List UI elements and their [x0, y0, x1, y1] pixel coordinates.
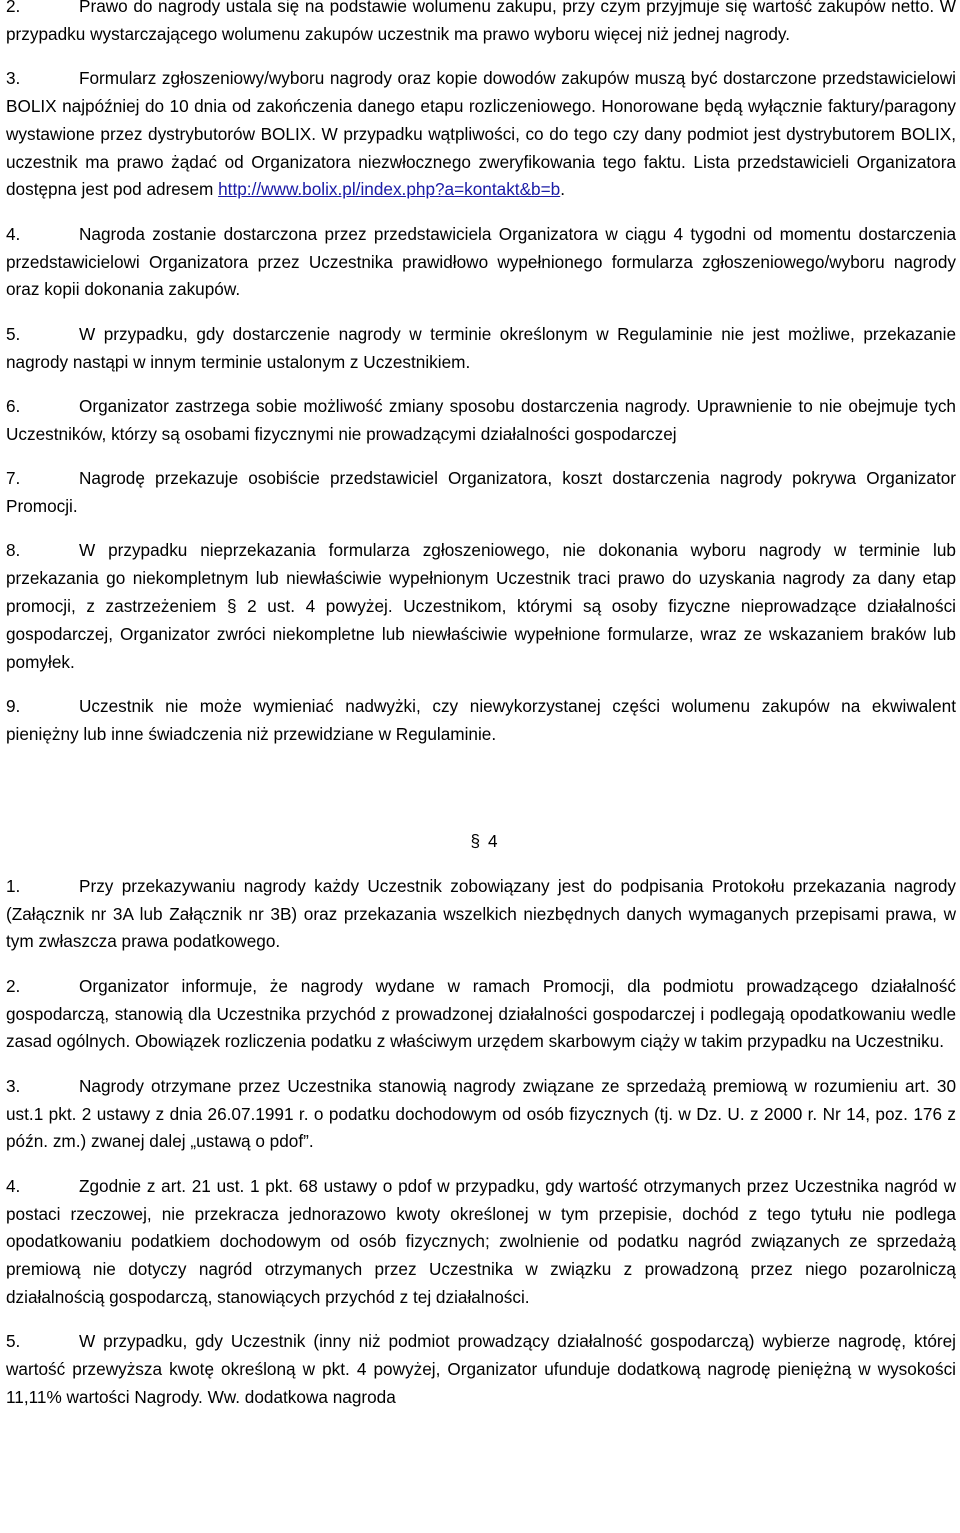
- paragraph-text: Prawo do nagrody ustala się na podstawie wolumenu zakupu, przy czym przyjmuje się wartość zakupów netto. W przypadku wystarczającego wolumenu zakupów uczestnik ma prawo wyboru więcej niż jednej nagrody.: [6, 0, 956, 44]
- paragraph-text: Zgodnie z art. 21 ust. 1 pkt. 68 ustawy o pdof w przypadku, gdy wartość otrzymanych przez Uczestnika nagród w postaci rzeczowej, nie przekracza jednorazowo kwoty określonej w tym przepisie, dochód z tego tytułu nie podlega opodatkowaniu podatkiem dochodowym od osób fizycznych; zwolnienie od podatku nagród związanych ze sprzedażą premiową nie dotyczy nagród otrzymanych przez Uczestnika w związku z prowadzoną przez niego pozarolniczą działalnością gospodarczą, stanowiących przychód z tej działalności.: [6, 1175, 956, 1308]
- contact-list-link[interactable]: http://www.bolix.pl/index.php?a=kontakt&b=b: [218, 179, 561, 200]
- section-heading: [6, 828, 956, 856]
- paragraph-text: W przypadku, gdy Uczestnik (inny niż podmiot prowadzący działalność gospodarczą) wybierze nagrodę, której wartość przewyższa kwotę określoną w pkt. 4 powyżej, Organizator ufunduje dodatkową nagrodę pieniężną w wysokości 11,11% wartości Nagrody. Ww. dodatkowa nagroda: [6, 1331, 956, 1407]
- paragraph-a7: [6, 465, 956, 521]
- paragraph-number: 3.: [6, 68, 21, 89]
- paragraph-number: 4.: [6, 223, 21, 244]
- paragraph-number: 1.: [6, 875, 21, 896]
- paragraph-a4: [6, 221, 956, 304]
- paragraph-text: Uczestnik nie może wymieniać nadwyżki, czy niewykorzystanej części wolumenu zakupów na ekwiwalent pieniężny lub inne świadczenia niż przewidziane w Regulaminie.: [6, 695, 956, 744]
- paragraph-number: 7.: [6, 468, 21, 489]
- paragraph-number: 8.: [6, 540, 21, 561]
- document-page: [6, 0, 956, 1428]
- paragraph-b4: [6, 1173, 956, 1312]
- paragraph-text: Przy przekazywaniu nagrody każdy Uczestnik zobowiązany jest do podpisania Protokołu przekazania nagrody (Załącznik nr 3A lub Załącznik nr 3B) oraz przekazania wszelkich niezbędnych danych wymaganych przepisami prawa, w tym zwłaszcza prawa podatkowego.: [6, 875, 956, 952]
- paragraph-b1: [6, 873, 956, 956]
- paragraph-number: 5.: [6, 323, 21, 344]
- paragraph-text: Nagrodę przekazuje osobiście przedstawiciel Organizatora, koszt dostarczenia nagrody pokrywa Organizator Promocji.: [6, 468, 956, 516]
- section-symbol: §: [470, 831, 480, 852]
- paragraph-number: 5.: [6, 1331, 21, 1352]
- paragraph-a2: [6, 0, 956, 49]
- paragraph-a8: [6, 537, 956, 676]
- paragraph-number: 9.: [6, 695, 21, 716]
- paragraph-b3: [6, 1073, 956, 1156]
- paragraph-number: 6.: [6, 395, 21, 416]
- paragraph-text: Nagrody otrzymane przez Uczestnika stanowią nagrody związane ze sprzedażą premiową w rozumieniu art. 30 ust.1 pkt. 2 ustawy z dnia 26.07.1991 r. o podatku dochodowym od osób fizycznych (tj. w Dz. U. z 2000 r. Nr 14, poz. 176 z późn. zm.) zwanej dalej „ustawą o pdof”.: [6, 1075, 956, 1152]
- paragraph-a6: [6, 393, 956, 449]
- paragraph-a5: [6, 321, 956, 377]
- paragraph-number: 3.: [6, 1075, 21, 1096]
- paragraph-text: W przypadku nieprzekazania formularza zgłoszeniowego, nie dokonania wyboru nagrody w terminie lub przekazania go niekompletnym lub niewłaściwie wypełnionym Uczestnik traci prawo do uzyskania nagrody za dany etap promocji, z zastrzeżeniem § 2 ust. 4 powyżej. Uczestnikom, którymi są osoby fizyczne nieprowadzące działalności gospodarczej, Organizator zwróci niekompletne lub niewłaściwie wypełnione formularze, wraz ze wskazaniem braków lub pomyłek.: [6, 540, 956, 672]
- paragraph-b2: [6, 973, 956, 1056]
- section-number: 4: [488, 831, 498, 852]
- paragraph-b5: [6, 1328, 956, 1411]
- paragraph-a9: [6, 693, 956, 749]
- paragraph-a3: [6, 65, 956, 204]
- paragraph-text: Organizator zastrzega sobie możliwość zmiany sposobu dostarczenia nagrody. Uprawnienie to nie obejmuje tych Uczestników, którzy są osobami fizycznymi nie prowadzącymi działalności gospodarczej: [6, 395, 956, 444]
- paragraph-text: W przypadku, gdy dostarczenie nagrody w terminie określonym w Regulaminie nie jest możliwe, przekazanie nagrody nastąpi w innym terminie ustalonym z Uczestnikiem.: [6, 323, 956, 372]
- paragraph-number: 4.: [6, 1175, 21, 1196]
- paragraph-text: Organizator informuje, że nagrody wydane w ramach Promocji, dla podmiotu prowadzącego działalność gospodarczą, stanowią dla Uczestnika przychód z prowadzonej działalności gospodarczej i podlegają opodatkowaniu wedle zasad ogólnych. Obowiązek rozliczenia podatku z właściwym urzędem skarbowym ciąży w takim przypadku na Uczestniku.: [6, 975, 956, 1052]
- paragraph-number: 2.: [6, 975, 21, 996]
- paragraph-text: Nagroda zostanie dostarczona przez przedstawiciela Organizatora w ciągu 4 tygodni od momentu dostarczenia przedstawicielowi Organizatora przez Uczestnika prawidłowo wypełnionego formularza zgłoszeniowego/wyboru nagrody oraz kopii dokonania zakupów.: [6, 223, 956, 300]
- paragraph-tail: .: [560, 179, 565, 200]
- paragraph-text: Formularz zgłoszeniowy/wyboru nagrody oraz kopie dowodów zakupów muszą być dostarczone przedstawicielowi BOLIX najpóźniej do 10 dnia od zakończenia danego etapu rozliczeniowego. Honorowane będą wyłącznie faktury/paragony wystawione przez dystrybutorów BOLIX. W przypadku wątpliwości, co do tego czy dany podmiot jest dystrybutorem BOLIX, uczestnik ma prawo żądać od Organizatora niezwłocznego zweryfikowania tego faktu. Lista przedstawicieli Organizatora dostępna jest pod adresem: [6, 68, 956, 200]
- paragraph-number: 2.: [6, 0, 21, 16]
